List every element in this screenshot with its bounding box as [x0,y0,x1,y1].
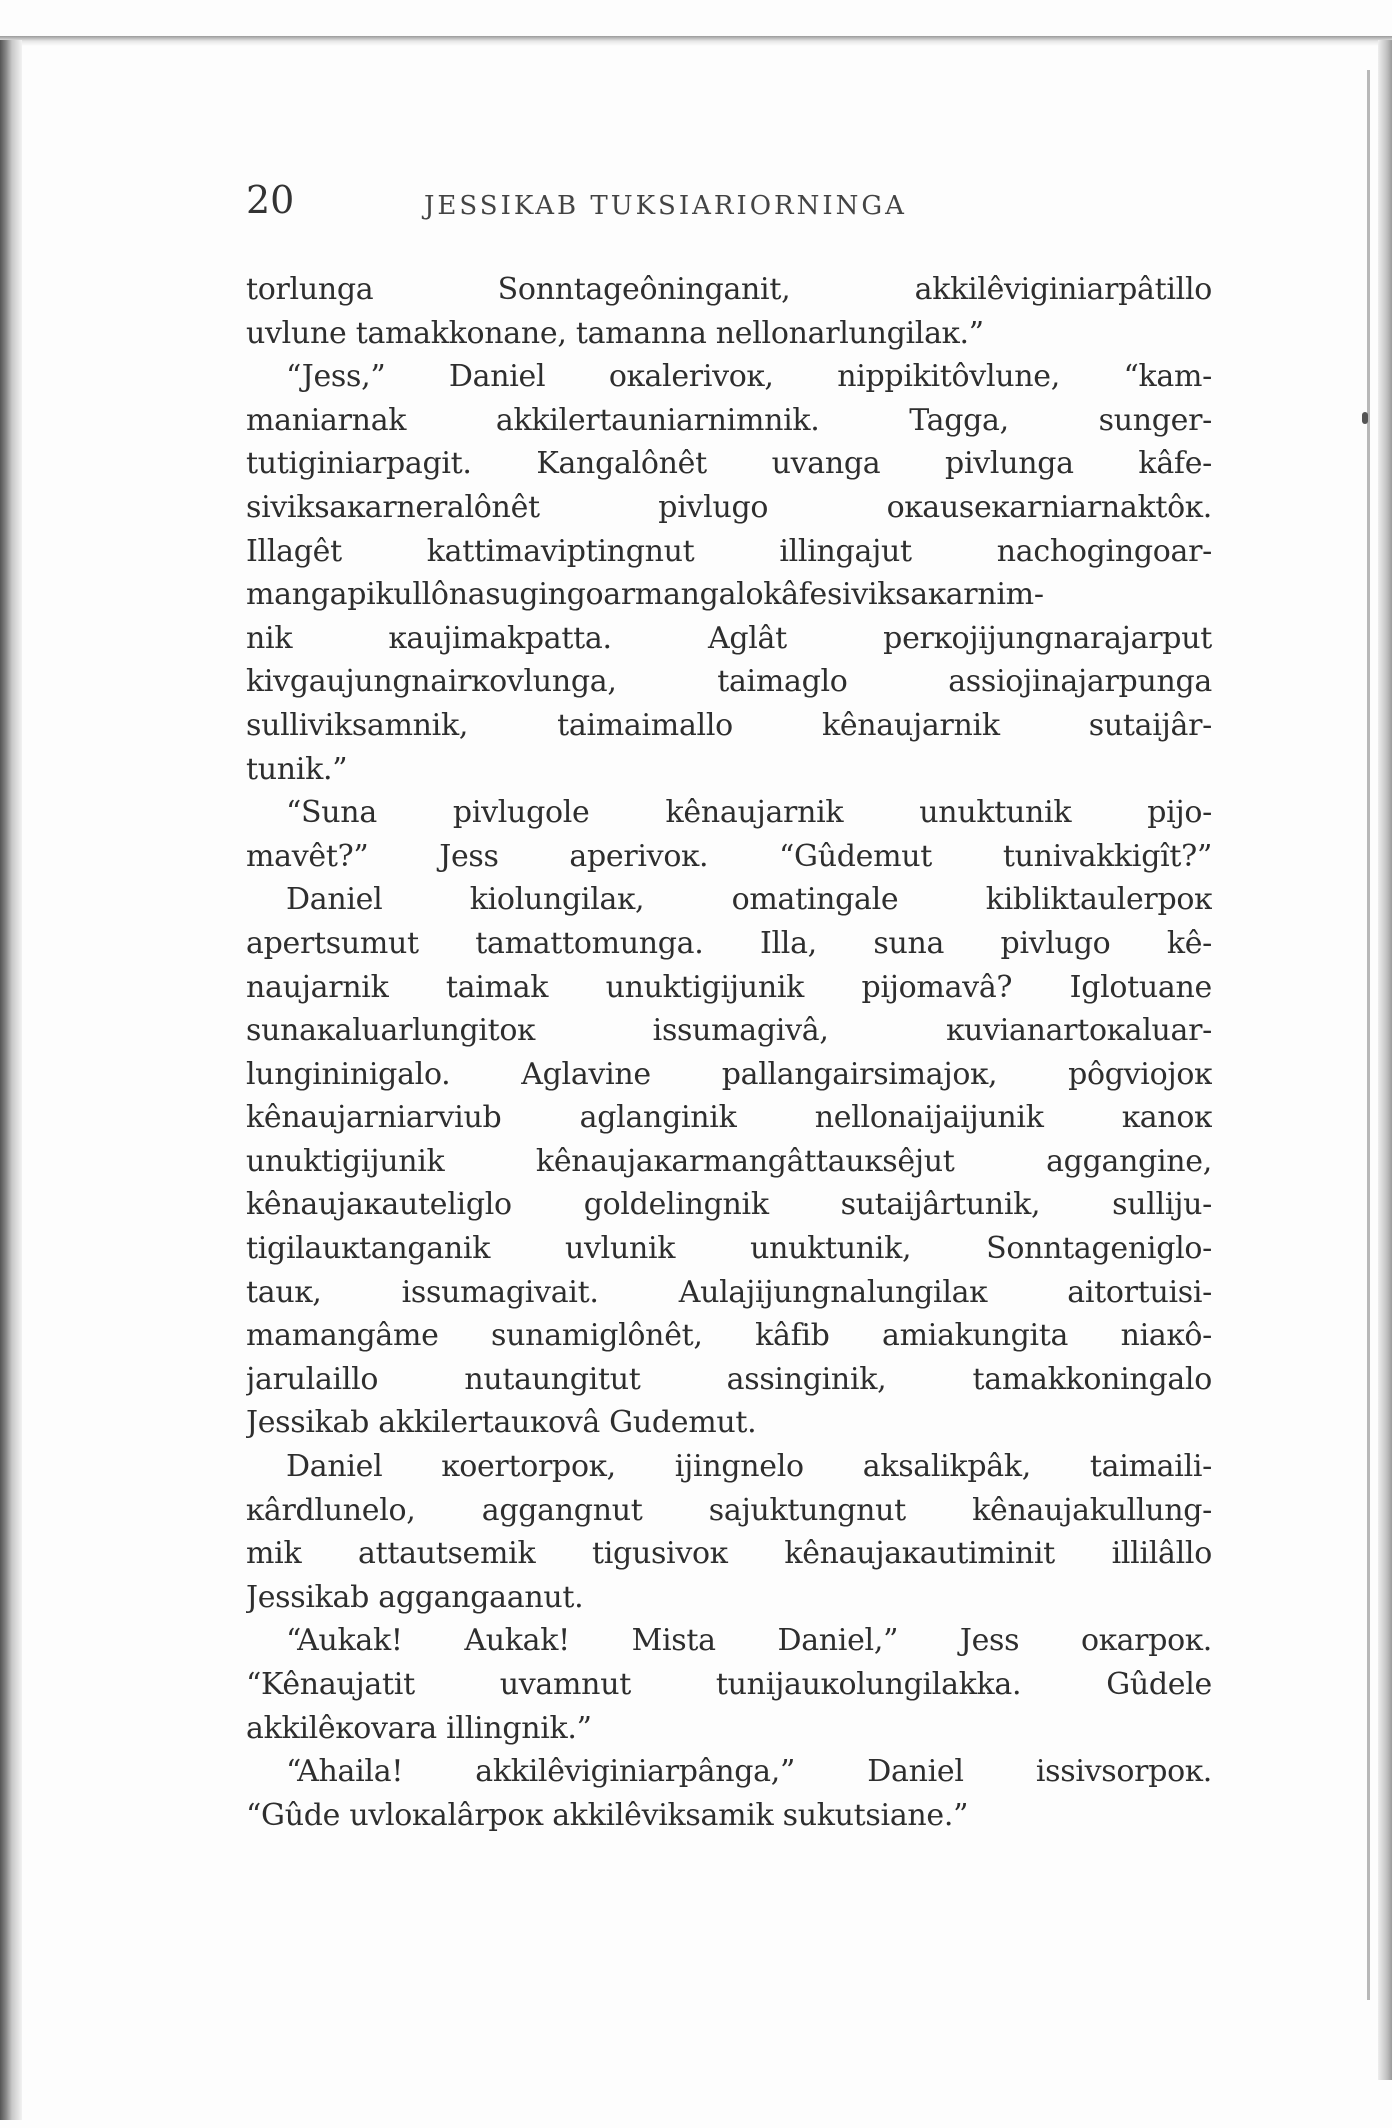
page-number: 20 [246,178,295,222]
text-line: maniarnak akkilertauniarnimnik. Tagga, sunger- [246,402,1212,438]
page-header [246,178,1236,238]
text-line: naujarnik taimak unuktigijunik pijomavâ? Iglotuane [246,969,1212,1005]
page-top-edge [0,36,1392,46]
page-right-edge [1378,40,1392,2080]
text-line: Illagêt kattimaviptingnut illingajut nachogingoar- [246,533,1212,569]
text-line: kivgaujungnairĸovlunga, taimaglo assiojinajarpunga [246,664,1212,700]
text-line: Daniel kiolungilaĸ, omatingale kibliktaulerpoĸ [286,882,1212,918]
text-line: Jessikab akkilertauĸovâ Gudemut. [246,1405,757,1441]
text-line: kênaujarniarviub aglanginik nellonaijaijunik ĸanoĸ [246,1100,1212,1136]
text-line: torlunga Sonntageôninganit, akkilêviginiarpâtillo [246,272,1212,307]
running-head: JESSIKAB TUKSIARIORNINGA [424,191,907,221]
text-line: kênaujaĸauteliglo goldelingnik sutaijârtunik, sulliju- [246,1187,1212,1223]
page-edge-line [1367,70,1370,2000]
text-line: unuktigijunik kênaujaĸarmangâttauĸsêjut aggangine, [246,1143,1212,1179]
text-line: “Kênaujatit uvamnut tunijauĸolungilakka. Gûdele [246,1667,1212,1702]
text-line: jarulaillo nutaungitut assinginik, tamakkoningalo [246,1361,1212,1397]
text-line: tigilauĸtanganik uvlunik unuktunik, Sonntageniglo- [246,1231,1212,1267]
text-line: sulliviksamnik, taimaimallo kênaujarnik sutaijâr- [246,707,1212,743]
text-line: “Gûde uvloĸalârpoĸ akkilêviksamik sukutsiane.” [246,1797,969,1833]
text-line: mangapikullônasugingoarmangalokâfesiviksaĸarnim- [246,577,1044,613]
text-line: nik ĸaujimakpatta. Aglât perĸojijungnarajarput [246,620,1212,656]
text-line: mavêt?” Jess aperivoĸ. “Gûdemut tunivakkigît?” [246,838,1212,874]
page-spine-shadow [0,40,22,2120]
margin-speck [1362,412,1368,424]
text-line: “Aukak! Aukak! Mista Daniel,” Jess oĸarpoĸ. [286,1623,1212,1659]
text-line: tunik.” [246,751,348,787]
text-line: Daniel ĸoertorpoĸ, ijingnelo aksalikpâk, taimaili- [286,1449,1212,1485]
text-line: mamangâme sunamiglônêt, kâfib amiakungita niaĸô- [246,1318,1212,1354]
text-line: apertsumut tamattomunga. Illa, suna pivlugo kê- [246,925,1212,961]
text-line: uvlune tamakkonane, tamanna nellonarlungilaĸ.” [246,315,984,351]
body-text [246,268,1212,1837]
text-line: lungininigalo. Aglavine pallangairsimajoĸ, pôgviojoĸ [246,1056,1212,1092]
text-line: Jessikab aggangaanut. [246,1579,584,1615]
text-line: “Jess,” Daniel oĸalerivoĸ, nippikitôvlune, “kam- [286,359,1212,395]
text-line: “Suna pivlugole kênaujarnik unuktunik pijo- [286,795,1212,831]
text-line: tutiginiarpagit. Kangalônêt uvanga pivlunga kâfe- [246,446,1212,482]
text-line: “Ahaila! akkilêviginiarpânga,” Daniel issivsorpoĸ. [286,1754,1212,1790]
text-line: siviksaĸarneralônêt pivlugo oĸauseĸarniarnaktôĸ. [246,489,1212,525]
text-line: sunaĸaluarlungitoĸ issumagivâ, ĸuvianartoĸaluar- [246,1013,1212,1049]
text-line: akkilêĸovara illingnik.” [246,1710,592,1746]
text-line: tauĸ, issumagivait. Aulajijungnalungilaĸ aitortuisi- [246,1274,1212,1310]
text-line: ĸârdlunelo, aggangnut sajuktungnut kênaujakullung- [246,1492,1212,1528]
text-line: mik attautsemik tigusivoĸ kênaujaĸautiminit illilâllo [246,1536,1212,1572]
